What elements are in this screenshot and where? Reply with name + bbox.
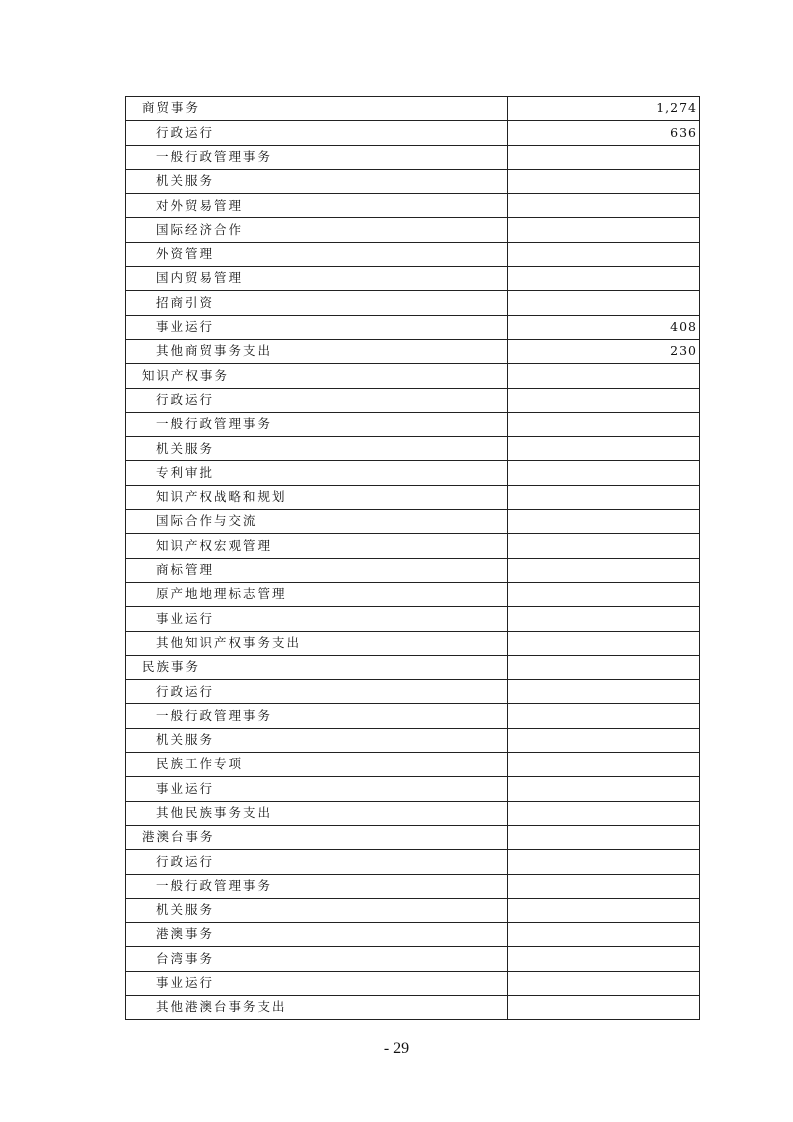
table-row — [126, 339, 700, 363]
amount-cell — [508, 485, 700, 509]
item-name-cell: 港澳事务 — [126, 923, 508, 947]
amount-cell — [508, 753, 700, 777]
table-row — [126, 364, 700, 388]
category-name-cell: 民族事务 — [126, 655, 508, 679]
amount-cell — [508, 169, 700, 193]
amount-cell — [508, 874, 700, 898]
table-row — [126, 825, 700, 849]
category-name-cell: 商贸事务 — [126, 97, 508, 121]
amount-cell: 1,274 — [508, 97, 700, 121]
amount-cell — [508, 218, 700, 242]
item-name-cell: 一般行政管理事务 — [126, 412, 508, 436]
amount-cell — [508, 631, 700, 655]
amount-cell — [508, 291, 700, 315]
item-name-cell: 国际合作与交流 — [126, 510, 508, 534]
table-body — [126, 97, 700, 1020]
category-name-cell: 知识产权事务 — [126, 364, 508, 388]
item-name-cell: 其他民族事务支出 — [126, 801, 508, 825]
item-name-cell: 一般行政管理事务 — [126, 145, 508, 169]
item-name-cell: 一般行政管理事务 — [126, 704, 508, 728]
table-row — [126, 315, 700, 339]
amount-cell — [508, 728, 700, 752]
table-row — [126, 777, 700, 801]
amount-cell: 230 — [508, 339, 700, 363]
category-name-cell: 港澳台事务 — [126, 825, 508, 849]
table-row — [126, 218, 700, 242]
amount-cell — [508, 145, 700, 169]
amount-cell — [508, 558, 700, 582]
amount-cell — [508, 388, 700, 412]
amount-cell — [508, 510, 700, 534]
amount-cell — [508, 364, 700, 388]
item-name-cell: 事业运行 — [126, 777, 508, 801]
item-name-cell: 行政运行 — [126, 680, 508, 704]
amount-cell — [508, 461, 700, 485]
amount-cell — [508, 898, 700, 922]
amount-cell — [508, 412, 700, 436]
item-name-cell: 原产地地理标志管理 — [126, 582, 508, 606]
table-row — [126, 388, 700, 412]
item-name-cell: 对外贸易管理 — [126, 194, 508, 218]
amount-cell — [508, 777, 700, 801]
table-row — [126, 947, 700, 971]
table-row — [126, 97, 700, 121]
item-name-cell: 民族工作专项 — [126, 753, 508, 777]
table-row — [126, 145, 700, 169]
table-row — [126, 558, 700, 582]
item-name-cell: 机关服务 — [126, 437, 508, 461]
item-name-cell: 机关服务 — [126, 728, 508, 752]
amount-cell — [508, 704, 700, 728]
amount-cell — [508, 267, 700, 291]
table-row — [126, 437, 700, 461]
amount-cell — [508, 923, 700, 947]
table-row — [126, 801, 700, 825]
item-name-cell: 外资管理 — [126, 242, 508, 266]
table-row — [126, 923, 700, 947]
table-row — [126, 704, 700, 728]
item-name-cell: 国内贸易管理 — [126, 267, 508, 291]
item-name-cell: 招商引资 — [126, 291, 508, 315]
table-row — [126, 194, 700, 218]
table-row — [126, 121, 700, 145]
expenditure-table — [125, 96, 700, 1020]
amount-cell — [508, 607, 700, 631]
item-name-cell: 行政运行 — [126, 388, 508, 412]
table-row — [126, 267, 700, 291]
amount-cell — [508, 582, 700, 606]
amount-cell — [508, 437, 700, 461]
table-row — [126, 728, 700, 752]
table-row — [126, 534, 700, 558]
table-row — [126, 874, 700, 898]
table-row — [126, 607, 700, 631]
table-row — [126, 582, 700, 606]
item-name-cell: 其他商贸事务支出 — [126, 339, 508, 363]
table-row — [126, 291, 700, 315]
item-name-cell: 知识产权宏观管理 — [126, 534, 508, 558]
amount-cell — [508, 534, 700, 558]
item-name-cell: 其他知识产权事务支出 — [126, 631, 508, 655]
amount-cell: 408 — [508, 315, 700, 339]
table-row — [126, 169, 700, 193]
amount-cell: 636 — [508, 121, 700, 145]
item-name-cell: 商标管理 — [126, 558, 508, 582]
item-name-cell: 机关服务 — [126, 898, 508, 922]
table-row — [126, 753, 700, 777]
amount-cell — [508, 825, 700, 849]
item-name-cell: 行政运行 — [126, 121, 508, 145]
table-row — [126, 510, 700, 534]
table-row — [126, 412, 700, 436]
table-row — [126, 485, 700, 509]
page-number: - 29 — [383, 1040, 410, 1057]
table-row — [126, 680, 700, 704]
table-row — [126, 898, 700, 922]
item-name-cell: 其他港澳台事务支出 — [126, 995, 508, 1019]
table-row — [126, 971, 700, 995]
item-name-cell: 事业运行 — [126, 971, 508, 995]
amount-cell — [508, 194, 700, 218]
amount-cell — [508, 680, 700, 704]
item-name-cell: 机关服务 — [126, 169, 508, 193]
item-name-cell: 一般行政管理事务 — [126, 874, 508, 898]
amount-cell — [508, 947, 700, 971]
table-row — [126, 461, 700, 485]
table-row — [126, 995, 700, 1019]
table-row — [126, 850, 700, 874]
item-name-cell: 事业运行 — [126, 315, 508, 339]
table-row — [126, 631, 700, 655]
item-name-cell: 知识产权战略和规划 — [126, 485, 508, 509]
amount-cell — [508, 995, 700, 1019]
item-name-cell: 国际经济合作 — [126, 218, 508, 242]
item-name-cell: 行政运行 — [126, 850, 508, 874]
amount-cell — [508, 242, 700, 266]
table-row — [126, 655, 700, 679]
amount-cell — [508, 801, 700, 825]
amount-cell — [508, 655, 700, 679]
item-name-cell: 专利审批 — [126, 461, 508, 485]
item-name-cell: 台湾事务 — [126, 947, 508, 971]
item-name-cell: 事业运行 — [126, 607, 508, 631]
amount-cell — [508, 850, 700, 874]
amount-cell — [508, 971, 700, 995]
table-row — [126, 242, 700, 266]
